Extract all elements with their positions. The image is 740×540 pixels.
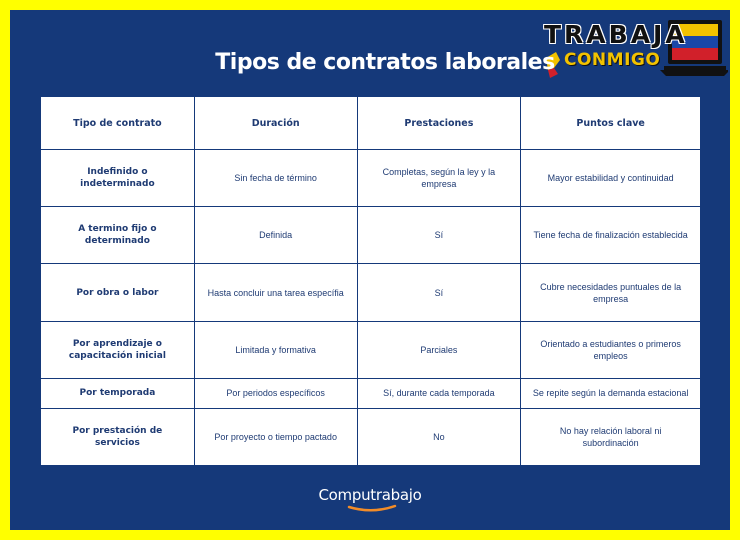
table-header-row xyxy=(41,97,701,150)
header-duracion: Duración xyxy=(194,97,357,150)
cell-prestaciones: Sí xyxy=(357,207,521,264)
table-row xyxy=(41,378,701,408)
swoosh-icon xyxy=(347,504,397,514)
cell-tipo: Por temporada xyxy=(41,378,195,408)
cell-tipo: A termino fijo o determinado xyxy=(41,207,195,264)
table-row xyxy=(41,264,701,321)
cell-puntos-clave: Mayor estabilidad y continuidad xyxy=(521,150,701,207)
contracts-table xyxy=(40,96,701,466)
page-title: Tipos de contratos laborales xyxy=(215,50,555,75)
cell-tipo: Por obra o labor xyxy=(41,264,195,321)
cell-puntos-clave: No hay relación laboral ni subordinación xyxy=(521,408,701,465)
logo-line-1: TRABAJA xyxy=(544,20,688,49)
cell-duracion: Por periodos específicos xyxy=(194,378,357,408)
cell-puntos-clave: Tiene fecha de finalización establecida xyxy=(521,207,701,264)
cell-tipo: Por prestación de servicios xyxy=(41,408,195,465)
cell-duracion: Sin fecha de término xyxy=(194,150,357,207)
cell-prestaciones: No xyxy=(357,408,521,465)
cell-tipo: Indefinido o indeterminado xyxy=(41,150,195,207)
table-row xyxy=(41,150,701,207)
cell-prestaciones: Parciales xyxy=(357,321,521,378)
cell-duracion: Hasta concluir una tarea específia xyxy=(194,264,357,321)
cell-duracion: Definida xyxy=(194,207,357,264)
header-prestaciones: Prestaciones xyxy=(357,97,521,150)
table-row xyxy=(41,408,701,465)
infographic-panel xyxy=(10,10,730,530)
header-puntos-clave: Puntos clave xyxy=(521,97,701,150)
logo-line-2: CONMIGO xyxy=(564,50,661,70)
cell-prestaciones: Completas, según la ley y la empresa xyxy=(357,150,521,207)
cell-prestaciones: Sí, durante cada temporada xyxy=(357,378,521,408)
table-row xyxy=(41,207,701,264)
cell-puntos-clave: Se repite según la demanda estacional xyxy=(521,378,701,408)
cell-tipo: Por aprendizaje o capacitación inicial xyxy=(41,321,195,378)
table-row xyxy=(41,321,701,378)
header-tipo: Tipo de contrato xyxy=(41,97,195,150)
cell-puntos-clave: Cubre necesidades puntuales de la empresa xyxy=(521,264,701,321)
computrabajo-logo: Computrabajo xyxy=(318,486,422,504)
cell-puntos-clave: Orientado a estudiantes o primeros empleos xyxy=(521,321,701,378)
cell-duracion: Limitada y formativa xyxy=(194,321,357,378)
cell-duracion: Por proyecto o tiempo pactado xyxy=(194,408,357,465)
cell-prestaciones: Sí xyxy=(357,264,521,321)
